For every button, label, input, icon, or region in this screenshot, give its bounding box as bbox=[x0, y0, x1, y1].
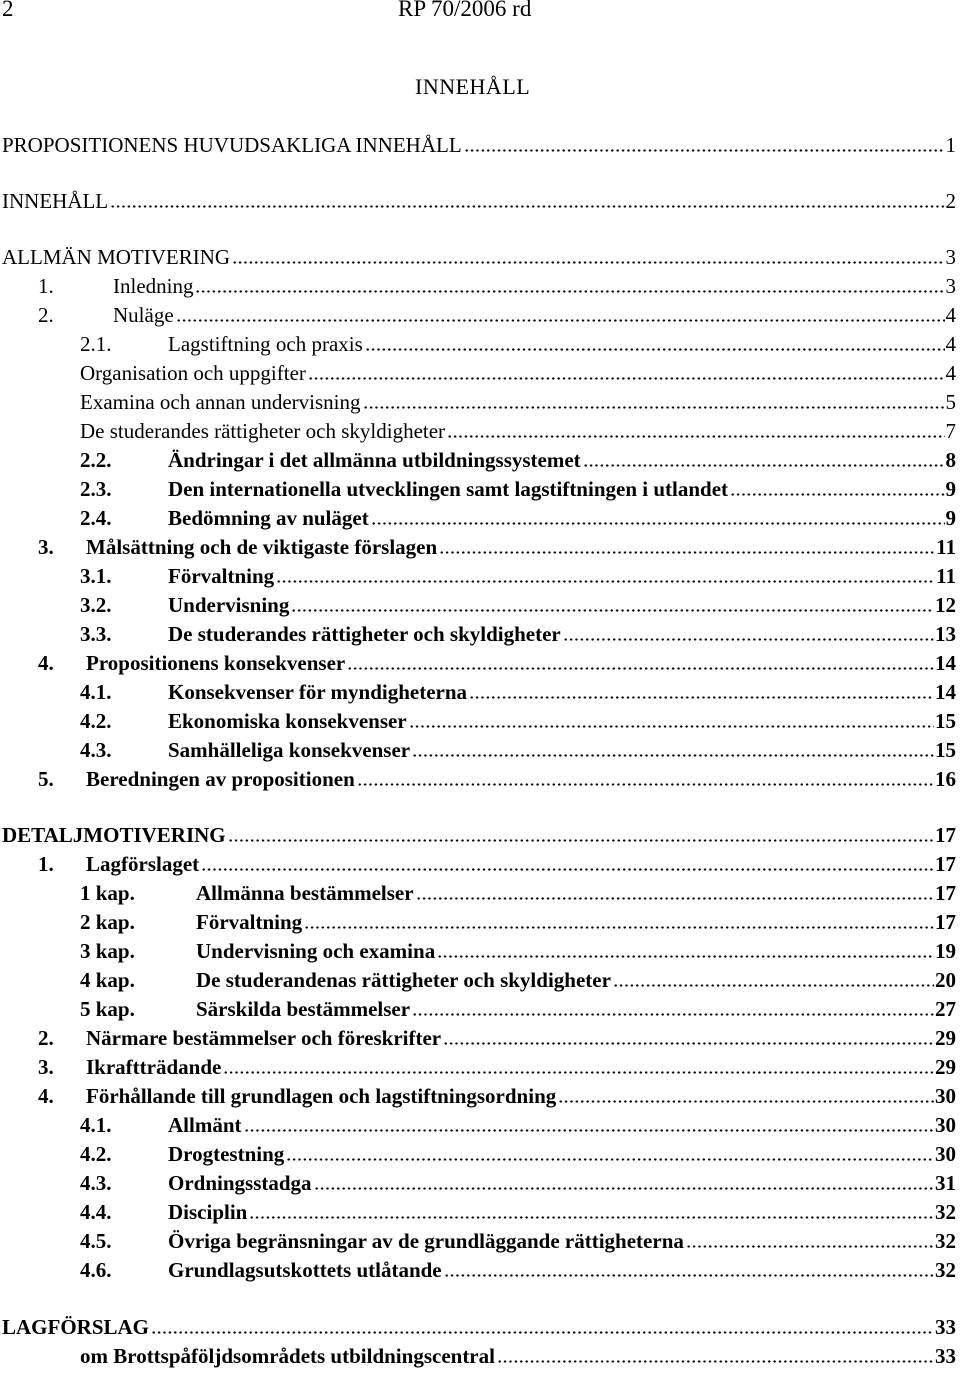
toc-entry-page: 15 bbox=[935, 709, 956, 733]
toc-entry-page: 19 bbox=[935, 939, 956, 963]
toc-entry-page: 11 bbox=[936, 535, 956, 559]
toc-entry[interactable] bbox=[80, 1197, 956, 1225]
toc-entry[interactable] bbox=[80, 1341, 956, 1369]
toc-entry-label: Nuläge bbox=[113, 303, 174, 327]
toc-entry[interactable] bbox=[80, 387, 956, 415]
toc-entry-label: Samhälleliga konsekvenser bbox=[168, 738, 411, 762]
toc-entry-number: 4 kap. bbox=[80, 968, 135, 992]
toc-entry-label: Ordningsstadga bbox=[168, 1171, 312, 1195]
dot-leader bbox=[412, 1013, 934, 1016]
dot-leader bbox=[286, 1158, 934, 1161]
dot-leader bbox=[249, 1216, 934, 1219]
toc-entry-page: 12 bbox=[935, 593, 956, 617]
toc-entry[interactable] bbox=[38, 764, 956, 792]
toc-entry[interactable] bbox=[80, 445, 956, 473]
toc-entry-label: Förvaltning bbox=[196, 910, 303, 934]
dot-leader bbox=[437, 955, 934, 958]
toc-entry-label: INNEHÅLL bbox=[2, 189, 109, 213]
toc-entry-page: 4 bbox=[945, 361, 956, 385]
toc-entry-label: PROPOSITIONENS HUVUDSAKLIGA INNEHÅLL bbox=[2, 133, 462, 157]
toc-entry-page: 32 bbox=[935, 1200, 956, 1224]
dot-leader bbox=[558, 1100, 934, 1103]
toc-entry-page: 31 bbox=[935, 1171, 956, 1195]
page-number: 2 bbox=[2, 0, 14, 21]
toc-entry-page: 5 bbox=[945, 390, 956, 414]
toc-entry-number: 4.3. bbox=[80, 1171, 112, 1195]
toc-entry-page: 14 bbox=[935, 680, 956, 704]
toc-entry-label: Lagförslaget bbox=[86, 852, 200, 876]
toc-entry-label: Målsättning och de viktigaste förslagen bbox=[86, 535, 438, 559]
toc-entry-page: 1 bbox=[945, 133, 956, 157]
dot-leader bbox=[276, 580, 935, 583]
toc-entry-label: Allmänt bbox=[168, 1113, 242, 1137]
toc-entry[interactable] bbox=[80, 1168, 956, 1196]
document-id: RP 70/2006 rd bbox=[398, 0, 532, 21]
toc-entry-page: 17 bbox=[935, 910, 956, 934]
toc-entry-page: 3 bbox=[945, 245, 956, 269]
toc-entry-label: Allmänna bestämmelser bbox=[196, 881, 414, 905]
toc-entry-page: 8 bbox=[945, 448, 956, 472]
dot-leader bbox=[110, 205, 944, 208]
toc-entry-label: Förhållande till grundlagen och lagstiftningsordning bbox=[86, 1084, 557, 1108]
toc-entry-number: 1 kap. bbox=[80, 881, 135, 905]
toc-entry[interactable] bbox=[38, 849, 956, 877]
toc-entry[interactable] bbox=[80, 907, 956, 935]
toc-entry[interactable] bbox=[80, 965, 956, 993]
dot-leader bbox=[686, 1245, 934, 1248]
toc-entry[interactable] bbox=[80, 878, 956, 906]
dot-leader bbox=[497, 1360, 934, 1363]
dot-leader bbox=[228, 839, 934, 842]
toc-entry-page: 4 bbox=[945, 332, 956, 356]
toc-entry-number: 3. bbox=[38, 1055, 54, 1079]
toc-entry[interactable] bbox=[38, 648, 956, 676]
toc-entry-page: 16 bbox=[935, 767, 956, 791]
toc-entry-number: 4. bbox=[38, 1084, 54, 1108]
toc-entry-label: Förvaltning bbox=[168, 564, 275, 588]
toc-entry[interactable] bbox=[80, 329, 956, 357]
dot-leader bbox=[613, 984, 934, 987]
toc-entry-number: 4.1. bbox=[80, 680, 112, 704]
toc-entry[interactable] bbox=[2, 1312, 956, 1340]
toc-entry[interactable] bbox=[80, 358, 956, 386]
dot-leader bbox=[469, 696, 934, 699]
toc-entry-number: 4.5. bbox=[80, 1229, 112, 1253]
toc-entry-page: 30 bbox=[935, 1113, 956, 1137]
toc-entry[interactable] bbox=[80, 936, 956, 964]
toc-entry-number: 5 kap. bbox=[80, 997, 135, 1021]
toc-entry-page: 14 bbox=[935, 651, 956, 675]
toc-entry[interactable] bbox=[38, 300, 956, 328]
dot-leader bbox=[563, 638, 934, 641]
toc-entry-label: Övriga begränsningar av de grundläggande rättigheterna bbox=[168, 1229, 684, 1253]
toc-entry-number: 3.1. bbox=[80, 564, 112, 588]
toc-entry-page: 33 bbox=[935, 1315, 956, 1339]
toc-entry-label: Bedömning av nuläget bbox=[168, 506, 369, 530]
dot-leader bbox=[439, 551, 935, 554]
toc-entry-page: 29 bbox=[935, 1055, 956, 1079]
toc-entry-number: 2.3. bbox=[80, 477, 112, 501]
toc-entry-label: Organisation och uppgifter bbox=[80, 361, 306, 385]
toc-entry-label: De studerandes rättigheter och skyldigheter bbox=[80, 419, 446, 443]
dot-leader bbox=[464, 149, 945, 152]
toc-entry[interactable] bbox=[80, 677, 956, 705]
dot-leader bbox=[291, 609, 934, 612]
page-header bbox=[0, 0, 960, 24]
dot-leader bbox=[314, 1187, 934, 1190]
toc-entry-number: 2.2. bbox=[80, 448, 112, 472]
toc-entry[interactable] bbox=[80, 994, 956, 1022]
toc-entry-label: Ekonomiska konsekvenser bbox=[168, 709, 407, 733]
toc-entry-number: 4. bbox=[38, 651, 54, 675]
toc-entry-number: 2. bbox=[38, 1026, 54, 1050]
dot-leader bbox=[201, 868, 934, 871]
toc-entry-label: Inledning bbox=[113, 274, 194, 298]
toc-entry[interactable] bbox=[2, 820, 956, 848]
toc-entry-label: DETALJMOTIVERING bbox=[2, 823, 226, 847]
toc-entry-page: 15 bbox=[935, 738, 956, 762]
dot-leader bbox=[176, 319, 945, 322]
dot-leader bbox=[244, 1129, 935, 1132]
toc-entry-label: Disciplin bbox=[168, 1200, 248, 1224]
toc-entry-number: 3.2. bbox=[80, 593, 112, 617]
toc-entry[interactable] bbox=[38, 532, 956, 560]
dot-leader bbox=[444, 1274, 934, 1277]
toc-entry-label: Närmare bestämmelser och föreskrifter bbox=[86, 1026, 442, 1050]
toc-entry-page: 27 bbox=[935, 997, 956, 1021]
toc-entry-page: 30 bbox=[935, 1084, 956, 1108]
toc-entry-number: 3. bbox=[38, 535, 54, 559]
toc-entry-page: 30 bbox=[935, 1142, 956, 1166]
toc-entry[interactable] bbox=[80, 474, 956, 502]
dot-leader bbox=[232, 261, 944, 264]
toc-entry-page: 3 bbox=[945, 274, 956, 298]
dot-leader bbox=[412, 754, 934, 757]
toc-entry-label: Grundlagsutskottets utlåtande bbox=[168, 1258, 442, 1282]
toc-entry-number: 5. bbox=[38, 767, 54, 791]
toc-entry[interactable] bbox=[38, 1081, 956, 1109]
toc-entry-label: De studerandes rättigheter och skyldigheter bbox=[168, 622, 561, 646]
toc-entry-page: 29 bbox=[935, 1026, 956, 1050]
toc-entry-page: 11 bbox=[936, 564, 956, 588]
toc-entry[interactable] bbox=[80, 561, 956, 589]
dot-leader bbox=[583, 464, 945, 467]
toc-entry-number: 4.2. bbox=[80, 709, 112, 733]
dot-leader bbox=[304, 926, 934, 929]
toc-entry-page: 13 bbox=[935, 622, 956, 646]
toc-entry[interactable] bbox=[80, 416, 956, 444]
dot-leader bbox=[223, 1071, 934, 1074]
toc-entry[interactable] bbox=[80, 1110, 956, 1138]
dot-leader bbox=[357, 783, 934, 786]
toc-entry-page: 9 bbox=[945, 477, 956, 501]
toc-entry-number: 4.4. bbox=[80, 1200, 112, 1224]
toc-entry-page: 2 bbox=[945, 189, 956, 213]
dot-leader bbox=[730, 493, 944, 496]
dot-leader bbox=[195, 290, 944, 293]
toc-entry[interactable] bbox=[80, 619, 956, 647]
toc-entry[interactable] bbox=[2, 130, 956, 158]
dot-leader bbox=[308, 377, 945, 380]
toc-entry-page: 33 bbox=[935, 1344, 956, 1368]
toc-entry-page: 17 bbox=[935, 881, 956, 905]
dot-leader bbox=[447, 435, 944, 438]
toc-entry-number: 4.6. bbox=[80, 1258, 112, 1282]
toc-entry-page: 17 bbox=[935, 823, 956, 847]
dot-leader bbox=[363, 406, 945, 409]
toc-entry-label: Ikraftträdande bbox=[86, 1055, 222, 1079]
toc-entry[interactable] bbox=[80, 590, 956, 618]
toc-entry[interactable] bbox=[38, 271, 956, 299]
toc-entry-page: 4 bbox=[945, 303, 956, 327]
dot-leader bbox=[365, 348, 945, 351]
toc-entry-number: 2 kap. bbox=[80, 910, 135, 934]
toc-entry-page: 32 bbox=[935, 1229, 956, 1253]
dot-leader bbox=[151, 1331, 934, 1334]
toc-entry-number: 3.3. bbox=[80, 622, 112, 646]
toc-entry-number: 2. bbox=[38, 303, 54, 327]
toc-entry-label: ALLMÄN MOTIVERING bbox=[2, 245, 231, 269]
toc-entry[interactable] bbox=[38, 1023, 956, 1051]
toc-entry[interactable] bbox=[80, 706, 956, 734]
toc-entry-label: Den internationella utvecklingen samt lagstiftningen i utlandet bbox=[168, 477, 729, 501]
toc-entry-number: 1. bbox=[38, 852, 54, 876]
toc-entry[interactable] bbox=[2, 186, 956, 214]
dot-leader bbox=[409, 725, 934, 728]
toc-entry[interactable] bbox=[80, 1139, 956, 1167]
toc-entry-label: Ändringar i det allmänna utbildningssystemet bbox=[168, 448, 581, 472]
dot-leader bbox=[443, 1042, 934, 1045]
toc-entry-label: De studerandenas rättigheter och skyldigheter bbox=[196, 968, 611, 992]
toc-entry-number: 2.1. bbox=[80, 332, 112, 356]
toc-entry-number: 4.3. bbox=[80, 738, 112, 762]
toc-entry-page: 9 bbox=[945, 506, 956, 530]
toc-entry-label: Lagstiftning och praxis bbox=[168, 332, 363, 356]
toc-entry-number: 4.2. bbox=[80, 1142, 112, 1166]
toc-entry-label: Examina och annan undervisning bbox=[80, 390, 361, 414]
toc-entry-page: 17 bbox=[935, 852, 956, 876]
toc-entry-number: 2.4. bbox=[80, 506, 112, 530]
toc-entry[interactable] bbox=[80, 1226, 956, 1254]
toc-entry-page: 20 bbox=[935, 968, 956, 992]
toc-entry-label: LAGFÖRSLAG bbox=[2, 1315, 150, 1339]
toc-entry-label: Undervisning bbox=[168, 593, 290, 617]
toc-entry-label: Propositionens konsekvenser bbox=[86, 651, 346, 675]
toc-entry-page: 7 bbox=[945, 419, 956, 443]
dot-leader bbox=[416, 897, 934, 900]
toc-entry[interactable] bbox=[80, 735, 956, 763]
dot-leader bbox=[371, 522, 945, 525]
toc-entry-number: 1. bbox=[38, 274, 54, 298]
toc-entry-number: 3 kap. bbox=[80, 939, 135, 963]
toc-entry[interactable] bbox=[80, 503, 956, 531]
toc-entry-number: 4.1. bbox=[80, 1113, 112, 1137]
toc-entry-label: Särskilda bestämmelser bbox=[196, 997, 411, 1021]
toc-entry-label: Drogtestning bbox=[168, 1142, 285, 1166]
toc-entry[interactable] bbox=[38, 1052, 956, 1080]
toc-entry-label: Beredningen av propositionen bbox=[86, 767, 355, 791]
toc-entry-label: Konsekvenser för myndigheterna bbox=[168, 680, 468, 704]
toc-entry[interactable] bbox=[80, 1255, 956, 1283]
toc-entry-label: om Brottspåföljdsområdets utbildningscentral bbox=[80, 1344, 495, 1368]
toc-entry-page: 32 bbox=[935, 1258, 956, 1282]
dot-leader bbox=[347, 667, 934, 670]
toc-entry[interactable] bbox=[2, 242, 956, 270]
toc-title: INNEHÅLL bbox=[415, 74, 531, 99]
toc-entry-label: Undervisning och examina bbox=[196, 939, 436, 963]
